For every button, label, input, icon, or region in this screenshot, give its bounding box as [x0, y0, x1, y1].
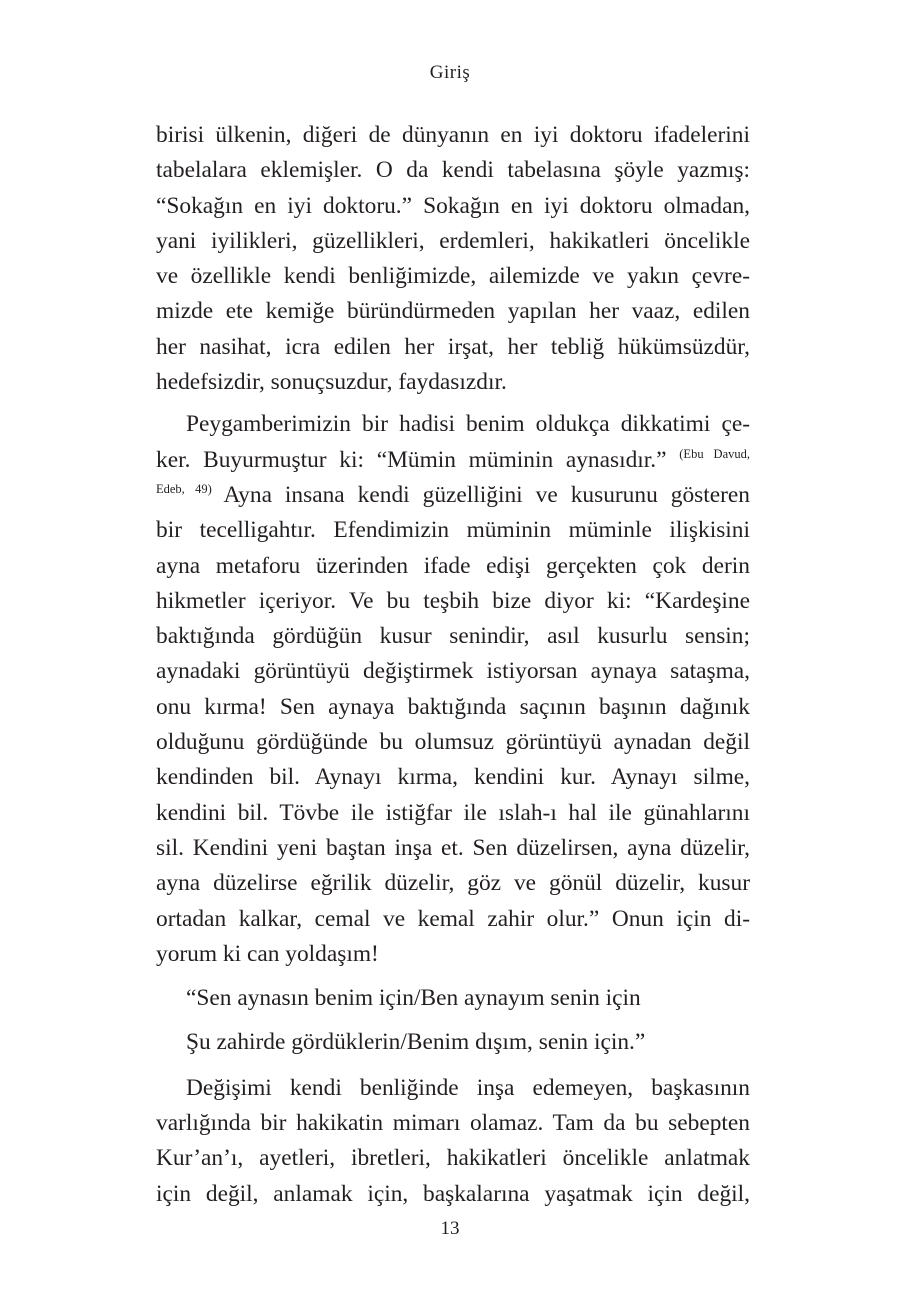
text-line: sil. Kendini yeni baştan inşa et. Sen düzelirsen, ayna düzelir, [156, 834, 750, 861]
text-segment: ker. Buyurmuştur ki: “Mümin müminin aynasıdır.” [156, 446, 667, 473]
text-line: yorum ki can yoldaşım! [156, 940, 379, 967]
text-line-with-citation [156, 443, 750, 478]
verse-line: “Sen aynasın benim için/Ben aynayım senin için [186, 985, 641, 1012]
text-line: olduğunu gördüğünde bu olumsuz görüntüyü aynadan değil [156, 729, 750, 756]
text-line: aynadaki görüntüyü değiştirmek istiyorsan aynaya sataşma, [156, 658, 750, 685]
text-line: mizde ete kemiğe büründürmeden yapılan her vaaz, edilen [156, 298, 750, 325]
text-line: baktığında gördüğün kusur senindir, asıl kusurlu sensin; [156, 623, 750, 650]
text-line: ortadan kalkar, cemal ve kemal zahir olur.” Onun için di- [156, 905, 750, 932]
text-line: onu kırma! Sen aynaya baktığında saçının başının dağınık [156, 693, 750, 720]
verse-quote [156, 981, 750, 1061]
text-line: Peygamberimizin bir hadisi benim oldukça dikkatimi çe- [186, 411, 750, 438]
verse-line: Şu zahirde gördüklerin/Benim dışım, senin için.” [186, 1029, 646, 1056]
text-line: yani iyilikleri, güzellikleri, erdemleri, hakikatleri öncelikle [156, 227, 750, 254]
text-line: ayna metaforu üzerinden ifade edişi gerçekten çok derin [156, 552, 750, 579]
paragraph-1 [156, 118, 750, 400]
text-line: kendinden bil. Aynayı kırma, kendini kur. Aynayı silme, [156, 764, 750, 791]
text-line: ayna düzelirse eğrilik düzelir, göz ve gönül düzelir, kusur [156, 870, 750, 897]
text-line: varlığında bir hakikatin mimarı olamaz. Tam da bu sebepten [156, 1110, 750, 1137]
paragraph-2 [156, 407, 750, 972]
text-line: her nasihat, icra edilen her irşat, her tebliğ hükümsüzdür, [156, 333, 750, 360]
text-line: “Sokağın en iyi doktoru.” Sokağın en iyi doktoru olmadan, [156, 192, 750, 219]
text-line: için değil, anlamak için, başkalarına yaşatmak için değil, [156, 1180, 750, 1207]
text-line: Değişimi kendi benliğinde inşa edemeyen, başkasının [186, 1074, 750, 1101]
text-line: hedefsizdir, sonuçsuzdur, faydasızdır. [156, 369, 507, 396]
text-line: Kur’an’ı, ayetleri, ibretleri, hakikatleri öncelikle anlatmak [156, 1145, 750, 1172]
text-line: hikmetler içeriyor. Ve bu teşbih bize diyor ki: “Kardeşine [156, 587, 750, 614]
citation-reference: (Ebu Davud, [679, 446, 751, 461]
running-header: Giriş [429, 62, 471, 83]
paragraph-3 [156, 1071, 750, 1212]
text-segment: Ayna insana kendi güzelliğini ve kusurunu gösteren [223, 481, 750, 508]
text-line: tabelalara eklemişler. O da kendi tabelasına şöyle yazmış: [156, 157, 750, 184]
text-line: bir tecelligahtır. Efendimizin müminin müminle ilişkisini [156, 517, 750, 544]
text-line: ve özellikle kendi benliğimizde, ailemizde ve yakın çevre- [156, 263, 750, 290]
text-line-with-citation [156, 478, 750, 513]
citation-reference: Edeb, 49) [156, 481, 212, 496]
text-line: kendini bil. Tövbe ile istiğfar ile ıslah-ı hal ile günahlarını [156, 799, 750, 826]
page-number: 13 [440, 1218, 460, 1239]
body-text [156, 118, 750, 1212]
text-line: birisi ülkenin, diğeri de dünyanın en iyi doktoru ifadelerini [156, 122, 750, 148]
